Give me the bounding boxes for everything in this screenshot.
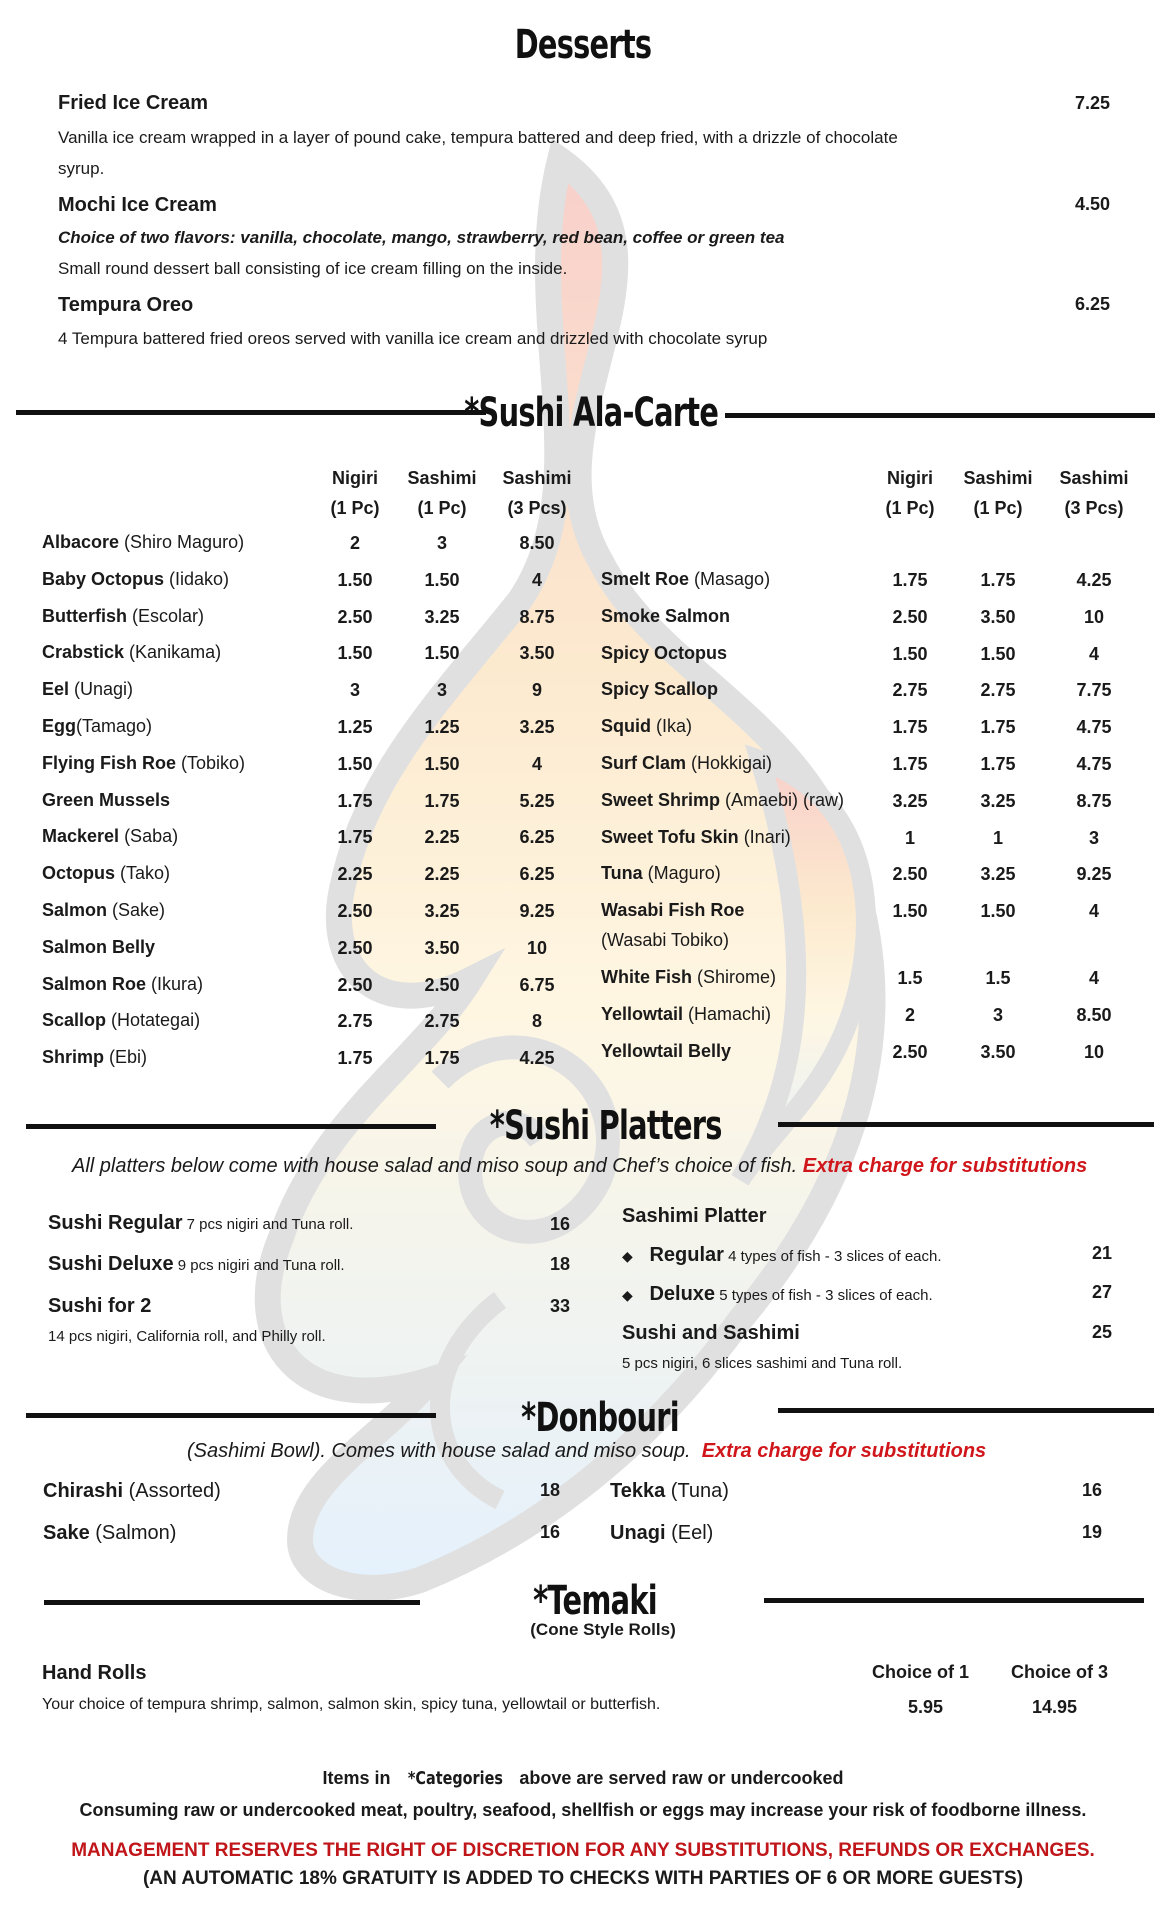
right-item-price: 8.50 — [1076, 1005, 1112, 1025]
right-item-price: 3.50 — [980, 1041, 1016, 1062]
left-item-name: Salmon Belly — [42, 936, 156, 957]
section-title-temaki: *Temaki — [533, 1578, 657, 1624]
left-item-price: 1.50 — [424, 753, 460, 774]
left-item-price: 1.75 — [337, 1048, 373, 1069]
platter-price-sashimi-regular: 21 — [1092, 1243, 1113, 1263]
left-item-price: 3 — [436, 533, 447, 553]
donbouri-price-tekka: 16 — [1082, 1480, 1103, 1500]
right-item-price: 1.50 — [892, 643, 928, 664]
right-item-price: 2.75 — [892, 680, 928, 701]
left-item-price: 8.50 — [519, 533, 555, 553]
left-item-price: 5.25 — [519, 790, 555, 811]
platter-price-sushi-regular: 16 — [550, 1214, 571, 1234]
header-sashimi-3: Sashimi (3 Pcs) — [502, 468, 572, 518]
left-item-price: 9 — [531, 680, 542, 701]
left-item-price: 3 — [436, 680, 447, 701]
right-item-price: 4 — [1088, 968, 1099, 989]
right-item-price: 3.50 — [980, 606, 1016, 627]
right-item-price: 4 — [1088, 901, 1099, 922]
divider-left — [26, 1413, 436, 1418]
divider-right — [764, 1598, 1144, 1603]
left-item-price: 3.25 — [519, 717, 555, 737]
right-item-price: 1.50 — [892, 901, 928, 922]
left-item-price: 2 — [349, 533, 360, 553]
left-item-name: Eel (Unagi) — [42, 679, 134, 700]
platter-price-sushi-and-sashimi: 25 — [1092, 1322, 1113, 1342]
platter-detail-sushi-for-2: 14 pcs nigiri, California roll, and Philly roll. — [48, 1328, 326, 1345]
donbouri-note: (Sashimi Bowl). Comes with house salad and miso soup. Extra charge for substitutions — [187, 1440, 987, 1462]
donbouri-price-sake: 16 — [540, 1522, 561, 1542]
platter-price-sushi-deluxe: 18 — [550, 1254, 571, 1274]
left-item-name: Salmon Roe (Ikura) — [42, 973, 204, 994]
platter-sashimi-regular: ◆ Regular 4 types of fish - 3 slices of each. — [622, 1244, 942, 1266]
right-item-price: 2.50 — [892, 1041, 928, 1062]
dessert-name-tempura-oreo: Tempura Oreo — [58, 294, 194, 316]
header-sashimi-3-right: Sashimi (3 Pcs) — [1059, 468, 1129, 518]
left-item-price: 2.50 — [424, 974, 460, 995]
left-item-name: Albacore (Shiro Maguro) — [42, 532, 245, 552]
left-item-price: 1.75 — [337, 790, 373, 811]
left-item-name: Salmon (Sake) — [42, 900, 166, 920]
left-item-price: 1.50 — [424, 643, 460, 664]
right-item-price: 4.75 — [1076, 754, 1112, 774]
left-item-price: 2.25 — [424, 864, 460, 885]
divider-left — [16, 410, 486, 415]
right-item-price: 10 — [1083, 1041, 1105, 1062]
divider-right — [778, 1408, 1154, 1413]
right-item-price: 3 — [1088, 827, 1099, 848]
dessert-price-tempura-oreo: 6.25 — [1075, 294, 1111, 314]
section-title-sushi-platters: *Sushi Platters — [489, 1103, 722, 1149]
right-item-name: Yellowtail Belly — [601, 1040, 732, 1061]
bullet-icon: ◆ — [622, 1248, 633, 1264]
right-item-name: Surf Clam (Hokkigai) — [601, 753, 773, 773]
right-item-subname: (Wasabi Tobiko) — [601, 930, 730, 951]
right-item-price: 8.75 — [1076, 790, 1112, 811]
right-item-price: 10 — [1083, 606, 1105, 627]
dessert-flavors-mochi: Choice of two flavors: vanilla, chocolate, mango, strawberry, red bean, coffee or green tea — [58, 228, 785, 247]
right-item-price: 3.25 — [980, 790, 1016, 811]
right-item-price: 2 — [904, 1005, 915, 1025]
dessert-desc-fried-ice-cream-2: syrup. — [58, 159, 105, 178]
left-item-price: 6.25 — [519, 864, 555, 885]
right-item-name: Smoke Salmon — [601, 605, 731, 626]
left-item-price: 6.25 — [519, 827, 555, 848]
right-item-price: 4.25 — [1076, 570, 1112, 590]
temaki-choice-1-price: 5.95 — [908, 1697, 944, 1717]
left-item-price: 1.25 — [424, 717, 460, 737]
right-item-price: 1 — [992, 827, 1003, 848]
left-item-name: Egg(Tamago) — [42, 716, 153, 736]
header-nigiri: Nigiri (1 Pc) — [330, 468, 380, 518]
right-item-price: 1.50 — [980, 643, 1016, 664]
left-item-name: Baby Octopus (Iidako) — [42, 568, 230, 589]
left-item-name: Green Mussels — [42, 789, 171, 810]
left-item-price: 10 — [526, 937, 548, 958]
left-item-price: 3.50 — [424, 937, 460, 958]
left-item-price: 1.50 — [337, 569, 373, 590]
donbouri-price-chirashi: 18 — [540, 1480, 561, 1500]
temaki-choice-3-price: 14.95 — [1032, 1697, 1078, 1717]
right-item-name: Sweet Tofu Skin (Inari) — [601, 826, 791, 847]
temaki-desc: Your choice of tempura shrimp, salmon, salmon skin, spicy tuna, yellowtail or butterfish. — [42, 1696, 661, 1713]
left-item-price: 3 — [349, 680, 360, 701]
donbouri-chirashi: Chirashi (Assorted) — [43, 1480, 221, 1502]
right-item-price: 3 — [992, 1005, 1003, 1025]
left-item-name: Flying Fish Roe (Tobiko) — [42, 752, 246, 773]
left-item-price: 2.25 — [337, 864, 373, 885]
left-item-price: 1.25 — [337, 717, 373, 737]
section-title-sushi-alacarte: *Sushi Ala-Carte — [464, 390, 719, 436]
right-item-price: 2.50 — [892, 606, 928, 627]
donbouri-sake: Sake (Salmon) — [43, 1522, 177, 1544]
left-item-price: 2.25 — [424, 827, 460, 848]
platter-sushi-and-sashimi: Sushi and Sashimi — [622, 1322, 800, 1344]
right-item-name: Tuna (Maguro) — [601, 863, 721, 884]
right-item-name: Spicy Octopus — [601, 642, 728, 663]
left-item-price: 2.75 — [424, 1011, 460, 1032]
left-item-name: Shrimp (Ebi) — [42, 1047, 148, 1068]
left-item-price: 6.75 — [519, 974, 555, 995]
divider-left — [26, 1124, 436, 1129]
right-item-name: Wasabi Fish Roe — [601, 900, 745, 921]
platter-sushi-for-2: Sushi for 2 — [48, 1295, 152, 1317]
temaki-choice-3-label: Choice of 3 — [1011, 1662, 1109, 1682]
temaki-choice-1-label: Choice of 1 — [872, 1662, 970, 1682]
right-item-price: 1.75 — [892, 717, 928, 738]
left-item-price: 1.50 — [424, 569, 460, 590]
platters-note: All platters below come with house salad and miso soup and Chef’s choice of fish. Extra charge for substitutions — [72, 1155, 1088, 1177]
dessert-name-fried-ice-cream: Fried Ice Cream — [58, 92, 209, 114]
divider-right — [778, 1122, 1154, 1127]
header-nigiri-right: Nigiri (1 Pc) — [885, 468, 935, 518]
temaki-subtitle: (Cone Style Rolls) — [530, 1620, 676, 1639]
left-item-price: 9.25 — [519, 901, 555, 921]
left-item-price: 3.25 — [424, 606, 460, 627]
left-item-price: 3.25 — [424, 901, 460, 921]
right-item-price: 1.75 — [980, 570, 1016, 590]
right-item-price: 1.5 — [897, 968, 923, 989]
platter-sushi-regular: Sushi Regular 7 pcs nigiri and Tuna roll. — [48, 1212, 354, 1234]
right-item-price: 1.5 — [985, 968, 1011, 989]
left-item-price: 8 — [531, 1011, 542, 1032]
dessert-name-mochi: Mochi Ice Cream — [58, 194, 217, 216]
right-item-price: 1 — [904, 827, 915, 848]
donbouri-tekka: Tekka (Tuna) — [610, 1480, 729, 1502]
left-item-price: 4.25 — [519, 1048, 555, 1069]
left-item-price: 8.75 — [519, 606, 555, 627]
left-item-price: 4 — [531, 753, 542, 774]
left-item-price: 1.75 — [337, 827, 373, 848]
header-sashimi-1: Sashimi (1 Pc) — [407, 468, 477, 518]
footer-gratuity-note: (AN AUTOMATIC 18% GRATUITY IS ADDED TO CHECKS WITH PARTIES OF 6 OR MORE GUESTS) — [142, 1868, 1024, 1889]
left-item-name: Butterfish (Escolar) — [42, 605, 205, 626]
left-item-name: Scallop (Hotategai) — [42, 1010, 201, 1031]
divider-right — [725, 413, 1155, 418]
donbouri-unagi: Unagi (Eel) — [610, 1522, 714, 1544]
donbouri-price-unagi: 19 — [1082, 1522, 1103, 1542]
left-item-price: 3.50 — [519, 643, 555, 664]
right-item-price: 1.75 — [980, 754, 1016, 774]
dessert-price-mochi: 4.50 — [1075, 194, 1111, 214]
right-item-name: Yellowtail (Hamachi) — [601, 1004, 772, 1024]
right-item-name: White Fish (Shirome) — [601, 967, 777, 988]
footer-consumer-warning: Consuming raw or undercooked meat, poultry, seafood, shellfish or eggs may increase your risk of foodborne illness. — [79, 1800, 1087, 1820]
header-sashimi-1-right: Sashimi (1 Pc) — [963, 468, 1033, 518]
left-item-price: 1.50 — [337, 643, 373, 664]
right-item-name: Sweet Shrimp (Amaebi) (raw) — [601, 789, 845, 810]
right-item-price: 3.25 — [892, 790, 928, 811]
left-item-price: 1.75 — [424, 1048, 460, 1069]
dessert-desc-mochi: Small round dessert ball consisting of ice cream filling on the inside. — [58, 259, 568, 278]
left-item-price: 2.50 — [337, 937, 373, 958]
footer-raw-note: Items in *Categories above are served raw or undercooked — [322, 1768, 844, 1789]
right-item-price: 1.75 — [892, 754, 928, 774]
left-item-price: 1.50 — [337, 753, 373, 774]
right-item-name: Smelt Roe (Masago) — [601, 569, 771, 589]
left-item-price: 2.75 — [337, 1011, 373, 1032]
left-item-price: 2.50 — [337, 901, 373, 921]
dessert-desc-fried-ice-cream: Vanilla ice cream wrapped in a layer of pound cake, tempura battered and deep fried, with a drizzle of chocolate — [58, 128, 898, 147]
dessert-desc-tempura-oreo: 4 Tempura battered fried oreos served with vanilla ice cream and drizzled with chocolate syrup — [58, 329, 768, 348]
platter-price-sushi-for-2: 33 — [550, 1296, 571, 1316]
platter-sashimi-deluxe: ◆ Deluxe 5 types of fish - 3 slices of each. — [622, 1283, 933, 1305]
left-item-price: 2.50 — [337, 606, 373, 627]
left-item-name: Mackerel (Saba) — [42, 826, 179, 847]
platter-sushi-deluxe: Sushi Deluxe 9 pcs nigiri and Tuna roll. — [48, 1253, 345, 1275]
temaki-hand-rolls: Hand Rolls — [42, 1662, 147, 1684]
right-item-price: 2.50 — [892, 864, 928, 885]
right-item-price: 1.75 — [980, 717, 1016, 738]
right-item-price: 7.75 — [1076, 680, 1112, 701]
section-title-donbouri: *Donbouri — [521, 1395, 679, 1441]
right-item-price: 4 — [1088, 643, 1099, 664]
right-item-price: 1.50 — [980, 901, 1016, 922]
divider-left — [44, 1600, 420, 1605]
dessert-price-fried-ice-cream: 7.25 — [1075, 93, 1111, 113]
right-item-price: 9.25 — [1076, 864, 1112, 885]
right-item-name: Squid (Ika) — [601, 716, 693, 737]
right-item-price: 4.75 — [1076, 717, 1112, 738]
left-item-name: Crabstick (Kanikama) — [42, 642, 222, 663]
right-item-price: 3.25 — [980, 864, 1016, 885]
left-item-price: 4 — [531, 569, 542, 590]
platter-price-sashimi-deluxe: 27 — [1092, 1282, 1113, 1302]
footer-management-note: MANAGEMENT RESERVES THE RIGHT OF DISCRETION FOR ANY SUBSTITUTIONS, REFUNDS OR EXCHANGES. — [71, 1840, 1095, 1861]
right-item-price: 1.75 — [892, 570, 928, 590]
section-title-desserts: Desserts — [514, 22, 652, 68]
sashimi-platter-heading: Sashimi Platter — [622, 1205, 767, 1227]
right-item-price: 2.75 — [980, 680, 1016, 701]
right-item-name: Spicy Scallop — [601, 679, 719, 700]
bullet-icon: ◆ — [622, 1287, 633, 1303]
platter-detail-sushi-and-sashimi: 5 pcs nigiri, 6 slices sashimi and Tuna roll. — [622, 1355, 903, 1372]
left-item-price: 1.75 — [424, 790, 460, 811]
left-item-price: 2.50 — [337, 974, 373, 995]
left-item-name: Octopus (Tako) — [42, 863, 171, 884]
